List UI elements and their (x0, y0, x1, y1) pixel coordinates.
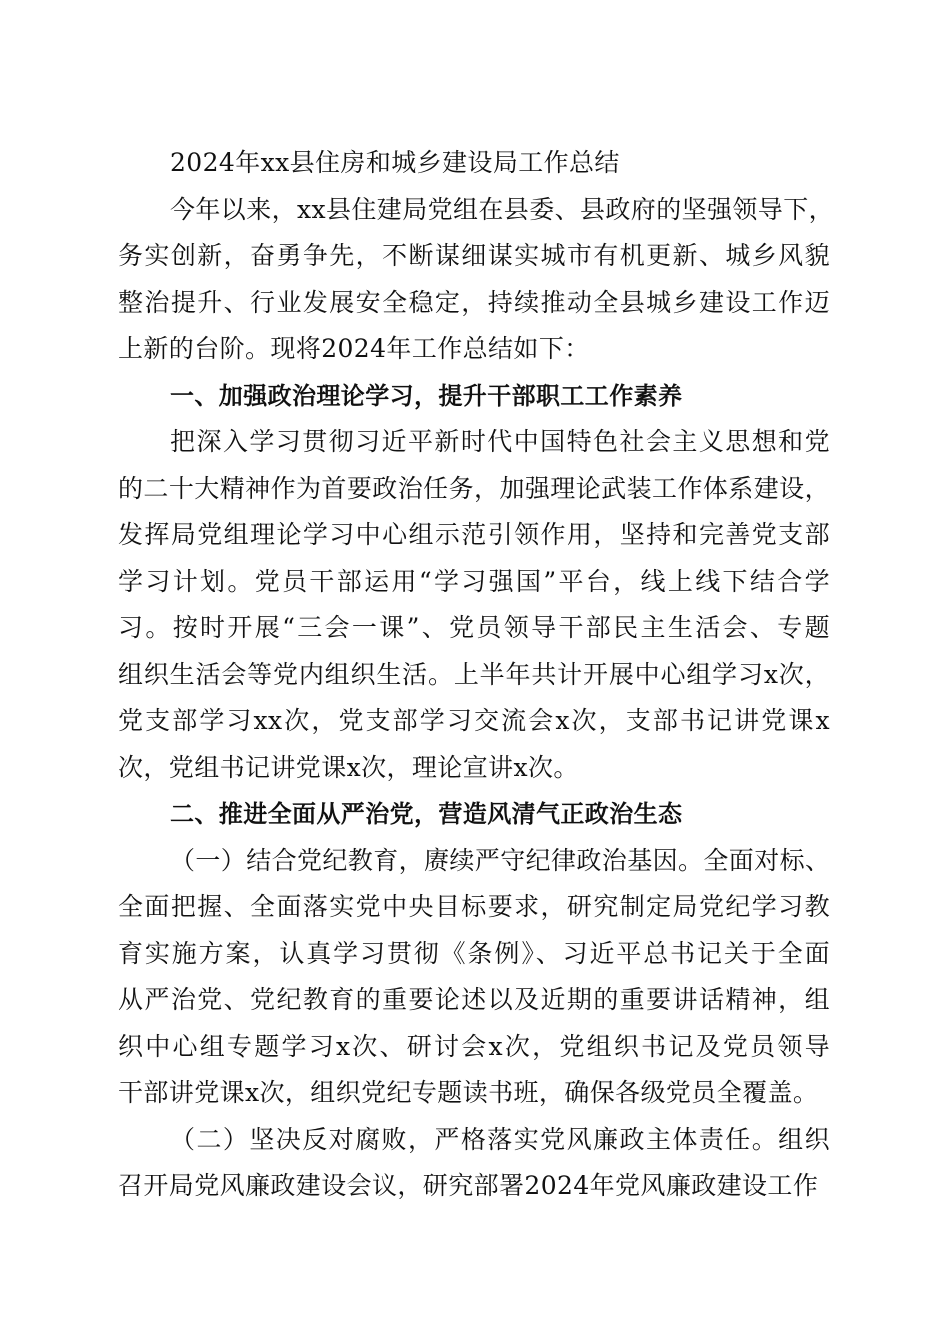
section-2-sub-2-line: 召开局党风廉政建设会议，研究部署2024年党风廉政建设工作 (118, 1171, 819, 1200)
section-2-sub-1-line: 干部讲党课x次，组织党纪专题读书班，确保各级党员全覆盖。 (118, 1078, 819, 1107)
section-2-sub-1-line: （一）结合党纪教育，赓续严守纪律政治基因。全面对标、 (170, 845, 831, 875)
intro-line: 上新的台阶。现将2024年工作总结如下： (118, 334, 590, 363)
section-2-sub-2-paragraph (118, 1117, 830, 1210)
intro-paragraph (118, 187, 835, 373)
section-2-sub-1-line: 织中心组专题学习x次、研讨会x次，党组织书记及党员领导 (118, 1031, 830, 1061)
section-2-heading: 二、推进全面从严治党，营造风清气正政治生态 (170, 800, 683, 828)
section-2-sub-1-line: 全面把握、全面落实党中央目标要求，研究制定局党纪学习教 (118, 892, 830, 921)
section-1-line: 次，党组书记讲党课x次，理论宣讲x次。 (118, 752, 579, 782)
section-1-line: 发挥局党组理论学习中心组示范引领作用，坚持和完善党支部 (118, 520, 830, 549)
section-1-line: 习。按时开展“三会一课”、党员领导干部民主生活会、专题 (118, 613, 830, 642)
section-1-line: 党支部学习xx次，党支部学习交流会x次，支部书记讲党课x (118, 706, 830, 735)
document-body (118, 140, 835, 1210)
section-1-line: 把深入学习贯彻习近平新时代中国特色社会主义思想和党 (170, 427, 830, 456)
section-1-line: 学习计划。党员干部运用“学习强国”平台，线上线下结合学 (118, 566, 830, 596)
section-2-sub-2-line: （二）坚决反对腐败，严格落实党风廉政主体责任。组织 (170, 1124, 830, 1154)
intro-line: 务实创新，奋勇争先，不断谋细谋实城市有机更新、城乡风貌 (118, 241, 830, 270)
section-2-sub-1-line: 从严治党、党纪教育的重要论述以及近期的重要讲话精神，组 (118, 985, 830, 1014)
section-1-line: 组织生活会等党内组织生活。上半年共计开展中心组学习x次， (118, 659, 830, 689)
section-1-heading: 一、加强政治理论学习，提升干部职工工作素养 (170, 381, 683, 410)
intro-line: 整治提升、行业发展安全稳定，持续推动全县城乡建设工作迈 (118, 287, 830, 317)
document-title: 2024年xx县住房和城乡建设局工作总结 (170, 148, 620, 177)
section-2-sub-1-line: 育实施方案，认真学习贯彻《条例》、习近平总书记关于全面 (118, 938, 830, 968)
section-2-sub-1-paragraph (118, 838, 830, 1117)
section-1-line: 的二十大精神作为首要政治任务，加强理论武装工作体系建设， (118, 473, 830, 503)
section-1-paragraph (118, 419, 830, 791)
intro-line: 今年以来，xx县住建局党组在县委、县政府的坚强领导下， (170, 194, 835, 224)
